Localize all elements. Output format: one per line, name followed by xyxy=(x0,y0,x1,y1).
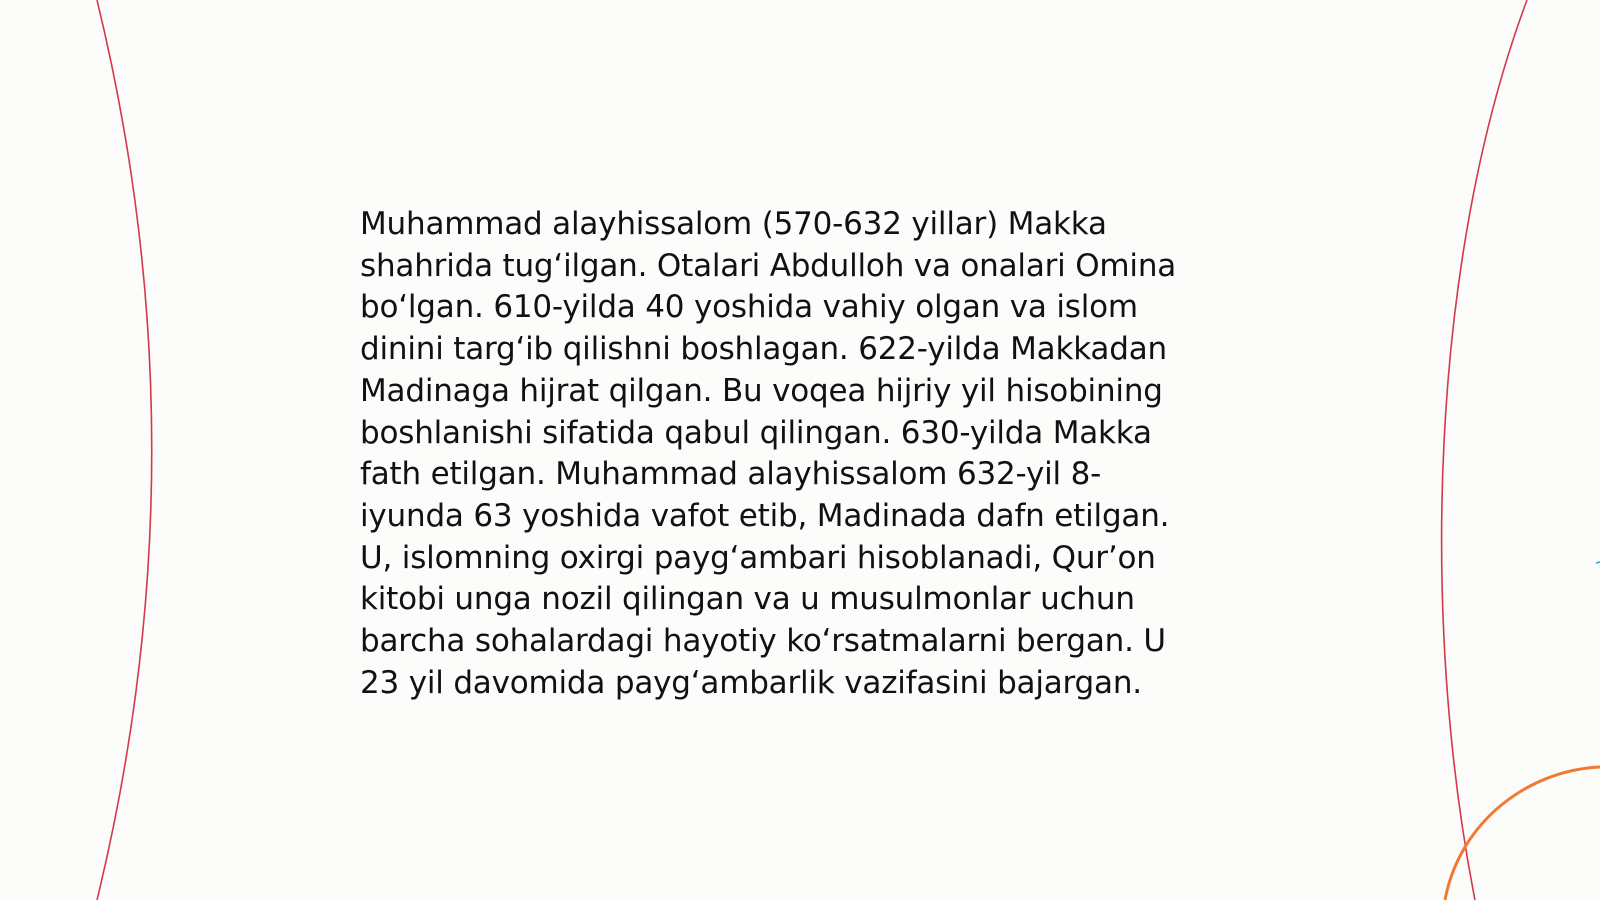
paragraph-line: barcha sohalardagi hayotiy ko‘rsatmalarni bergan. U xyxy=(360,623,1166,660)
right-curve-line xyxy=(1442,0,1527,900)
paragraph-line: Muhammad alayhissalom (570-632 yillar) Makka xyxy=(360,206,1107,242)
body-paragraph xyxy=(360,204,1240,704)
paragraph-line: dinini targ‘ib qilishni boshlagan. 622-yilda Makkadan xyxy=(360,331,1167,368)
paragraph-line: shahrida tug‘ilgan. Otalari Abdulloh va onalari Omina xyxy=(360,247,1177,284)
paragraph-line: Madinaga hijrat qilgan. Bu voqea hijriy yil hisobining xyxy=(360,372,1163,409)
paragraph-line: 23 yil davomida payg‘ambarlik vazifasini bajargan. xyxy=(360,664,1142,701)
paragraph-line: iyunda 63 yoshida vafot etib, Madinada dafn etilgan. xyxy=(360,497,1170,534)
paragraph-line: U, islomning oxirgi payg‘ambari hisoblanadi, Qur’on xyxy=(360,539,1156,576)
corner-orange-arc xyxy=(1445,767,1600,900)
right-edge-accent-tick xyxy=(1596,562,1600,563)
paragraph-line: fath etilgan. Muhammad alayhissalom 632-yil 8- xyxy=(360,456,1102,493)
paragraph-line: kitobi unga nozil qilingan va u musulmonlar uchun xyxy=(360,581,1135,618)
left-curve-line xyxy=(97,0,152,900)
paragraph-line: boshlanishi sifatida qabul qilingan. 630-yilda Makka xyxy=(360,414,1152,451)
paragraph-line: bo‘lgan. 610-yilda 40 yoshida vahiy olgan va islom xyxy=(360,289,1138,326)
